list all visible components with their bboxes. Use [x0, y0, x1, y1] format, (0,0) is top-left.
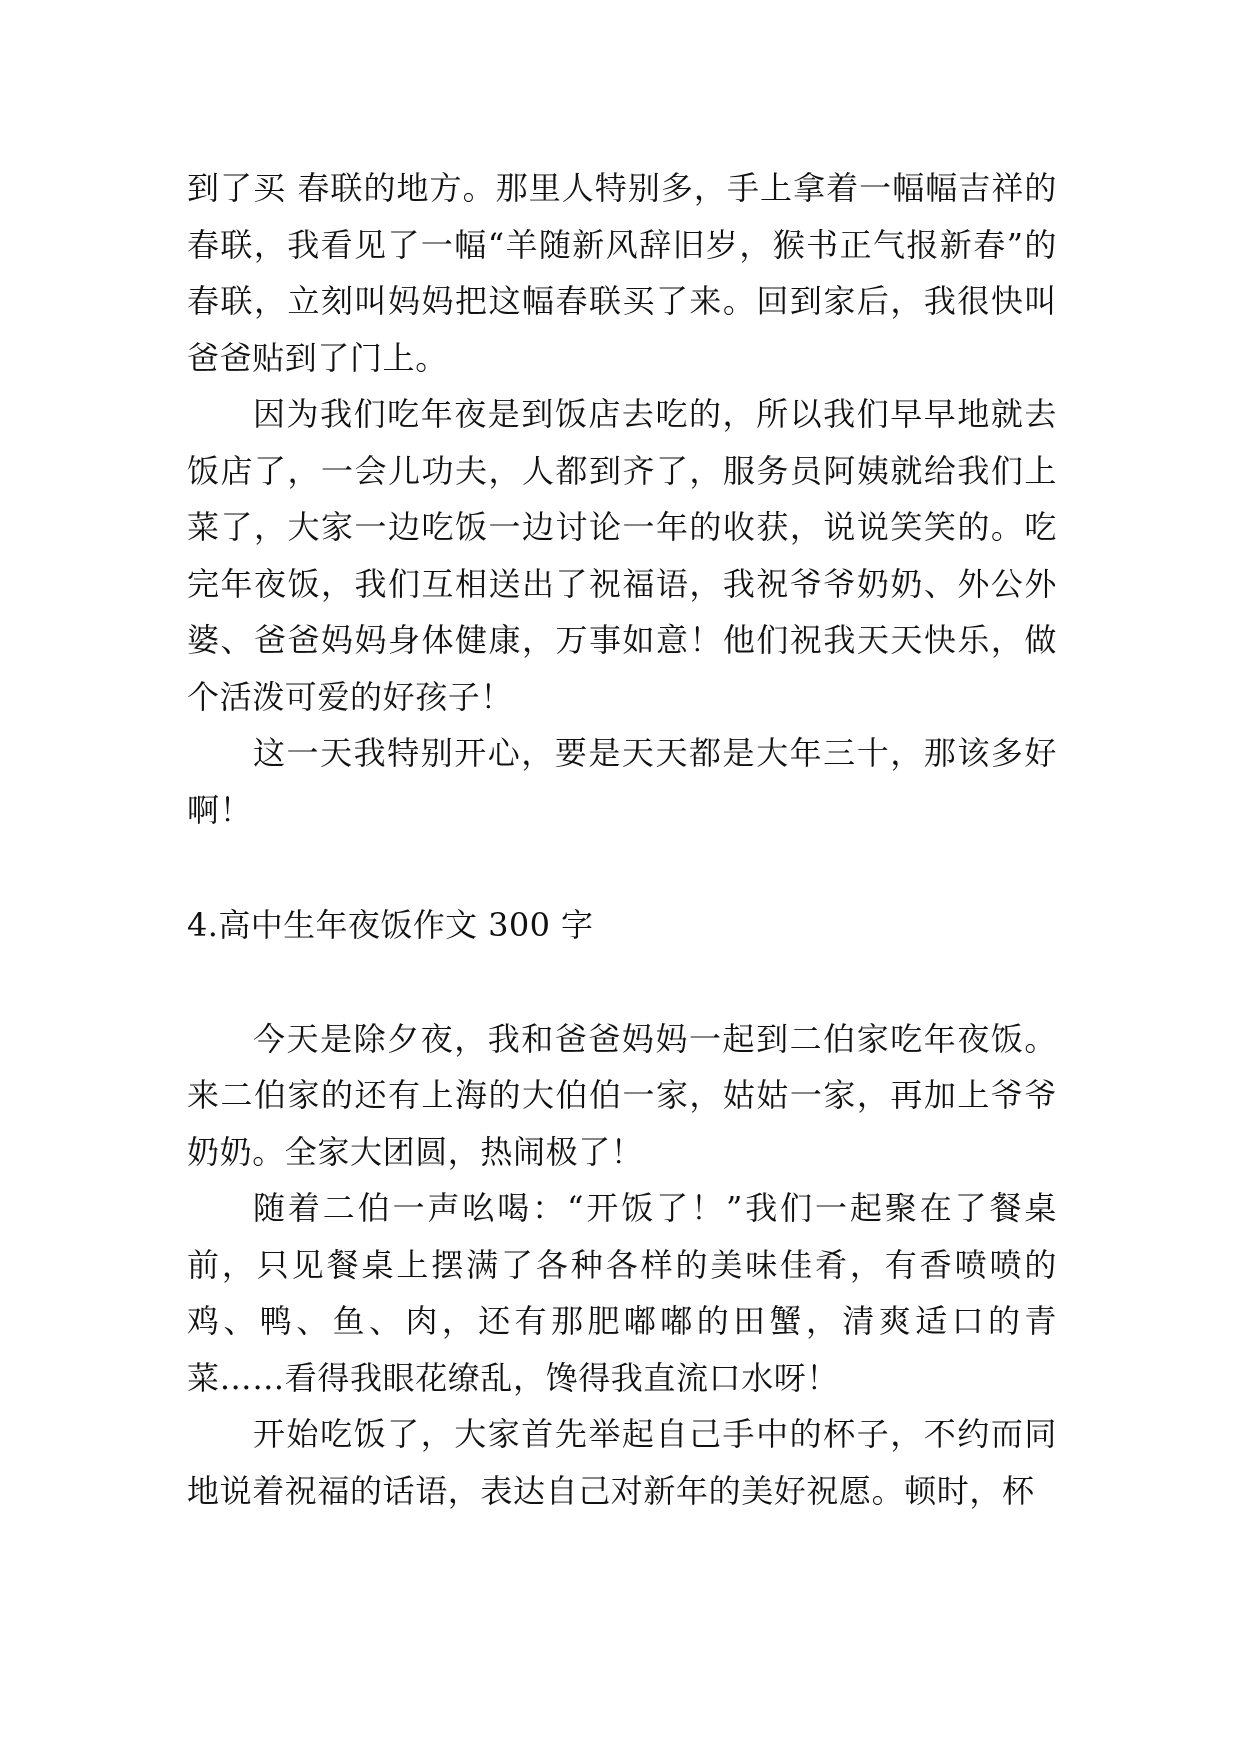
- paragraph-couplet-purchase: 到了买 春联的地方。那里人特别多，手上拿着一幅幅吉祥的春联，我看见了一幅“羊随新风辞旧岁，猴书正气报新春”的春联，立刻叫妈妈把这幅春联买了来。回到家后，我很快叫爸爸贴到了门上。: [187, 169, 1057, 377]
- paragraph-restaurant-dinner: 因为我们吃年夜是到饭店去吃的，所以我们早早地就去饭店了，一会儿功夫，人都到齐了，服务员阿姨就给我们上菜了，大家一边吃饭一边讨论一年的收获，说说笑笑的。吃完年夜饭，我们互相送出了祝福语，我祝爷爷奶奶、外公外婆、爸爸妈妈身体健康，万事如意！他们祝我天天快乐，做个活泼可爱的好孩子！: [187, 395, 1057, 716]
- section-heading: 4.高中生年夜饭作文 300 字: [187, 906, 594, 944]
- paragraph-toast: 开始吃饭了，大家首先举起自己手中的杯子，不约而同地说着祝福的话语，表达自己对新年的美好祝愿。顿时，杯: [187, 1415, 1057, 1510]
- document-body: [187, 160, 1057, 1519]
- paragraph-happy-day: 这一天我特别开心，要是天天都是大年三十，那该多好啊！: [187, 734, 1057, 829]
- paragraph-new-years-eve: 今天是除夕夜，我和爸爸妈妈一起到二伯家吃年夜饭。来二伯家的还有上海的大伯伯一家，姑姑一家，再加上爷爷奶奶。全家大团圆，热闹极了！: [187, 1019, 1057, 1171]
- paragraph-dinner-table: 随着二伯一声吆喝：“开饭了！”我们一起聚在了餐桌前，只见餐桌上摆满了各种各样的美味佳肴，有香喷喷的鸡、鸭、鱼、肉，还有那肥嘟嘟的田蟹，清爽适口的青菜……看得我眼花缭乱，馋得我直流口水呀！: [187, 1189, 1057, 1397]
